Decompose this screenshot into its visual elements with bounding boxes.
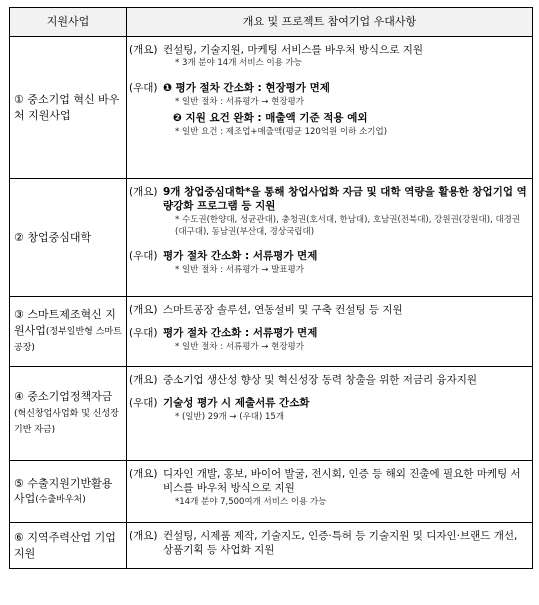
preference-line <box>129 81 528 95</box>
program-name <box>10 179 127 297</box>
overview-text: 스마트공장 솔루션, 연동설비 및 구축 컨설팅 등 지원 <box>163 304 403 316</box>
program-name <box>10 37 127 179</box>
preference-line <box>129 326 528 340</box>
program-details <box>127 37 533 179</box>
program-name-main: ① 중소기업 혁신 바우처 지원사업 <box>14 92 120 122</box>
program-name <box>10 523 127 569</box>
program-details <box>127 297 533 367</box>
overview-line <box>129 467 528 496</box>
note-text: * 일반 요건 : 제조업+매출액(평균 120억원 이하 소기업) <box>175 126 388 137</box>
overview-tag: (개요) <box>129 374 158 386</box>
overview-text: 9개 창업중심대학*을 통해 창업사업화 자금 및 대학 역량을 활용한 창업기업 역량강화 프로그램 등 지원 <box>163 186 527 213</box>
note-text: * 일반 절차 : 서류평가 → 현장평가 <box>175 96 304 107</box>
table-row <box>10 37 533 179</box>
preference-tag: (우대) <box>129 250 158 263</box>
program-name-main: ③ 스마트제조혁신 지원사업 <box>14 308 116 338</box>
table-row <box>10 297 533 367</box>
note-text: * 3개 분야 14개 서비스 이용 가능 <box>175 58 303 69</box>
program-name-sub: (정부일반형 스마트공장) <box>14 327 122 354</box>
preference-text: 평가 절차 간소화 : 서류평가 면제 <box>163 327 318 340</box>
note-text: * 일반 절차 : 서류평가 → 현장평가 <box>175 341 304 352</box>
preference-text: ❷ 지원 요건 완화 : 매출액 기준 적용 예외 <box>173 112 368 125</box>
preference-line <box>129 249 528 263</box>
support-program-table <box>9 7 533 569</box>
note-text: * 수도권(한양대, 성균관대), 충청권(호서대, 한남대), 호남권(전북대), 강원권(강원대), 대경권(대구대), 동남권(부산대, 경상국립대) <box>175 214 521 237</box>
overview-text: 디자인 개발, 홍보, 바이어 발굴, 전시회, 인증 등 해외 진출에 필요한 마케팅 서비스를 바우처 방식으로 지원 <box>163 468 521 495</box>
overview-text: 중소기업 생산성 향상 및 혁신성장 동력 창출을 위한 저금리 융자지원 <box>163 374 478 386</box>
preference-tag: (우대) <box>129 82 158 95</box>
preference-text: ❶ 평가 절차 간소화 : 현장평가 면제 <box>163 82 330 95</box>
program-name-main: ⑥ 지역주력산업 기업지원 <box>14 530 116 560</box>
overview-line <box>129 303 528 317</box>
overview-tag: (개요) <box>129 186 158 198</box>
program-details <box>127 179 533 297</box>
table-row <box>10 179 533 297</box>
header-program: 지원사업 <box>10 8 127 37</box>
preference-line <box>129 396 528 410</box>
program-name <box>10 461 127 523</box>
program-name-sub: (혁신창업사업화 및 신성장기반 자금) <box>14 409 119 436</box>
program-name <box>10 367 127 461</box>
overview-tag: (개요) <box>129 304 158 316</box>
table-row <box>10 367 533 461</box>
program-name-main: ④ 중소기업정책자금 <box>14 390 113 404</box>
preference-tag: (우대) <box>129 397 158 410</box>
table-row <box>10 461 533 523</box>
program-name <box>10 297 127 367</box>
program-details <box>127 523 533 569</box>
note-text: * 일반 절차 : 서류평가 → 발표평가 <box>175 264 304 275</box>
table-row <box>10 523 533 569</box>
program-name-main: ⑤ 수출지원기반활용 사업 <box>14 476 113 506</box>
program-name-main: ② 창업중심대학 <box>14 230 92 244</box>
overview-tag: (개요) <box>129 468 158 480</box>
note-text: * (일반) 29개 → (우대) 15개 <box>175 411 285 422</box>
overview-text: 컨설팅, 시제품 제작, 기술지도, 인증·특허 등 기술지원 및 디자인·브랜드 개선, 상품기획 등 사업화 지원 <box>163 530 518 557</box>
overview-line <box>129 373 528 387</box>
preference-tag: (우대) <box>129 327 158 340</box>
overview-line <box>129 529 528 558</box>
program-name-sub: (수출바우처) <box>35 495 86 506</box>
table-header-row <box>10 8 533 37</box>
overview-tag: (개요) <box>129 530 158 542</box>
header-overview: 개요 및 프로젝트 참여기업 우대사항 <box>127 8 533 37</box>
program-details <box>127 461 533 523</box>
program-details <box>127 367 533 461</box>
preference-line <box>129 111 528 125</box>
overview-text: 컨설팅, 기술지원, 마케팅 서비스를 바우처 방식으로 지원 <box>163 44 423 56</box>
overview-line <box>129 185 528 214</box>
overview-line <box>129 43 528 57</box>
preference-text: 평가 절차 간소화 : 서류평가 면제 <box>163 250 318 263</box>
preference-text: 기술성 평가 시 제출서류 간소화 <box>163 397 310 410</box>
overview-tag: (개요) <box>129 44 158 56</box>
note-text: *14개 분야 7,500여개 서비스 이용 가능 <box>175 496 327 507</box>
